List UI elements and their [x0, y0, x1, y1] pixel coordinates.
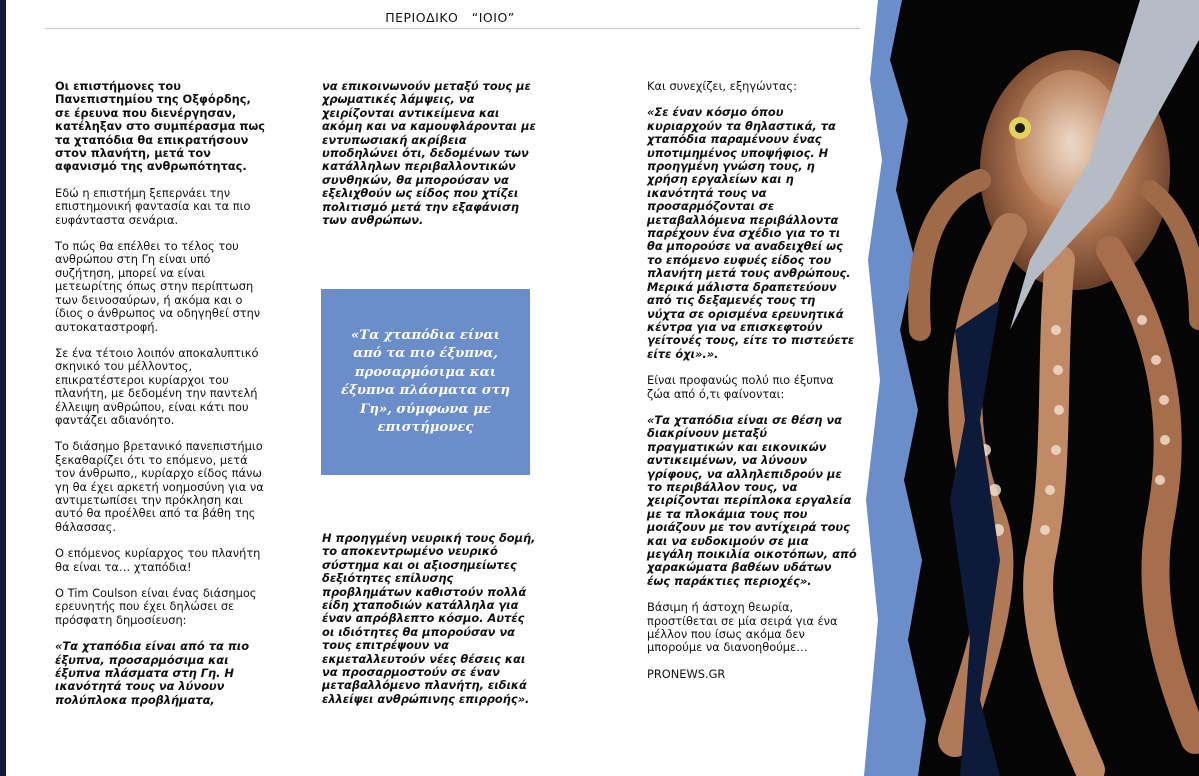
- quote-paragraph: Η προηγμένη νευρική τους δομή, το αποκεντρωμένο νευρικό σύστημα και οι αξιοσημείωτες δεξιότητες επίλυσης προβλημάτων καθιστούν πολλά είδη χταποδιών κατάλληλα για έναν απρόβλεπτο κόσμο. Αυτές οι ιδιότητες θα μπορούσαν να τους επιτρέψουν να εκμεταλλευτούν νέες θέσεις και να προσαρμοστούν σε έναν μεταβαλλόμενο πλανήτη, ειδικά ελλείψει ανθρώπινης επιρροής».: [322, 531, 536, 706]
- pull-quote-text: «Τα χταπόδια είναι από τα πιο έξυπνα, προσαρμόσιμα και έξυπνα πλάσματα στη Γη», σύμφωνα με επιστήμονες: [341, 327, 510, 435]
- article-column-2-bottom: [322, 532, 537, 719]
- magazine-header: ΠΕΡΙΟΔΙΚΟ “ΙΟΙΟ”: [385, 10, 515, 25]
- paragraph: Σε ένα τέτοιο λοιπόν αποκαλυπτικό σκηνικό του μέλλοντος, επικρατέστεροι κυρίαρχοι του πλανήτη, με δεδομένη την παντελή έλλειψη ανθρώπου, είναι κάτι που φαντάζει αδιανόητο.: [55, 345, 259, 427]
- quote-paragraph: «Σε έναν κόσμο όπου κυριαρχούν τα θηλαστικά, τα χταπόδια παραμένουν ένας υποτιμημένος υποψήφιος. Η προηγμένη γνώση τους, η χρήση εργαλείων και η ικανότητά τους να προσαρμόζονται σε μεταβαλλόμενα περιβάλλοντα παρέχουν ένα σχέδιο για το τι θα μπορούσε να αναδειχθεί ως το επόμενο ευφυές είδος του πλανήτη μετά τους ανθρώπους. Μερικά μάλιστα δραπετεύουν από τις δεξαμενές τους τη νύχτα σε ορισμένα ερευνητικά κέντρα για να επισκεφτούν γείτονές τους, είτε το πιστεύετε είτε όχι».».: [647, 105, 855, 361]
- left-edge-bar: [0, 0, 6, 776]
- paragraph: Το πώς θα επέλθει το τέλος του ανθρώπου στη Γη είναι υπό συζήτηση, μπορεί να είναι μετεωρίτης όπως στην περίπτωση των δεινοσαύρων, ή ακόμα και ο ίδιος ο άνθρωπος να οδηγηθεί στην αυτοκαταστροφή.: [55, 239, 261, 334]
- paragraph: Ο Tim Coulson είναι ένας διάσημος ερευνητής που έχει δηλώσει σε πρόσφατη δημοσίευση:: [55, 586, 257, 627]
- quote-paragraph: «Τα χταπόδια είναι σε θέση να διακρίνουν μεταξύ πραγματικών και εικονικών αντικειμένων, να λύνουν γρίφους, να αλληλεπιδρούν με το περιβάλλον τους, να χειρίζονται περίπλοκα εργαλεία με τα πλοκάμια τους που μοιάζουν με τον αντίχειρά τους και να ευδοκιμούν σε μια μεγάλη ποικιλία οικοτόπων, από χαρακώματα βαθέων υδάτων έως παράκτιες περιοχές».: [647, 412, 857, 588]
- article-column-2-top: [322, 80, 537, 240]
- pull-quote-box: [321, 289, 530, 475]
- article-column-1: [55, 80, 270, 720]
- paragraph: Είναι προφανώς πολύ πιο έξυπνα ζώα από ό,τι φαίνονται:: [647, 373, 834, 401]
- lead-paragraph: Οι επιστήμονες του Πανεπιστημίου της Οξφόρδης, σε έρευνα που διενέργησαν, κατέληξαν στο συμπέρασμα πως τα χταπόδια θα επικρατήσουν στον πλανήτη, μετά τον αφανισμό της ανθρωπότητας.: [55, 79, 266, 174]
- quote-continuation: να επικοινωνούν μεταξύ τους με χρωματικές λάμψεις, να χειρίζονται αντικείμενα και ακόμη και να καμουφλάρονται με εντυπωσιακή ακρίβεια υποδηλώνει ότι, δεδομένων των κατάλληλων περιβαλλοντικών συνθηκών, θα μπορούσαν να εξελιχθούν ως είδος που χτίζει πολιτισμό μετά την εξαφάνιση των ανθρώπων.: [322, 79, 536, 228]
- paragraph: Εδώ η επιστήμη ξεπερνάει την επιστημονική φαντασία και τα πιο ευφάνταστα σενάρια.: [55, 185, 251, 227]
- paragraph: Ο επόμενος κυρίαρχος του πλανήτη θα είναι τα… χταπόδια!: [55, 546, 261, 574]
- paragraph: Βάσιμη ή άστοχη θεωρία, προστίθεται σε μία σειρά για ένα μέλλον που ίσως ακόμα δεν μπορούμε να διανοηθούμε…: [647, 600, 838, 655]
- source-credit: PRONEWS.GR: [647, 666, 726, 681]
- paragraph: Το διάσημο βρετανικό πανεπιστήμιο ξεκαθαρίζει ότι το επόμενο, μετά τον άνθρωπο,, κυρίαρχο είδος πάνω γη θα έχει αρκετή νοημοσύνη για να αντιμετωπίσει την πρόκληση και αυτό θα προέλθει από τα βάθη της θάλασσας.: [55, 439, 264, 534]
- paragraph: Και συνεχίζει, εξηγώντας:: [647, 79, 797, 93]
- quote-paragraph: «Τα χταπόδια είναι από τα πιο έξυπνα, προσαρμόσιμα και έξυπνα πλάσματα στη Γη. Η ικανότητά τους να λύνουν πολύπλοκα προβλήματα,: [55, 639, 250, 707]
- article-column-3: [647, 80, 857, 694]
- octopus-photo: [860, 0, 1199, 776]
